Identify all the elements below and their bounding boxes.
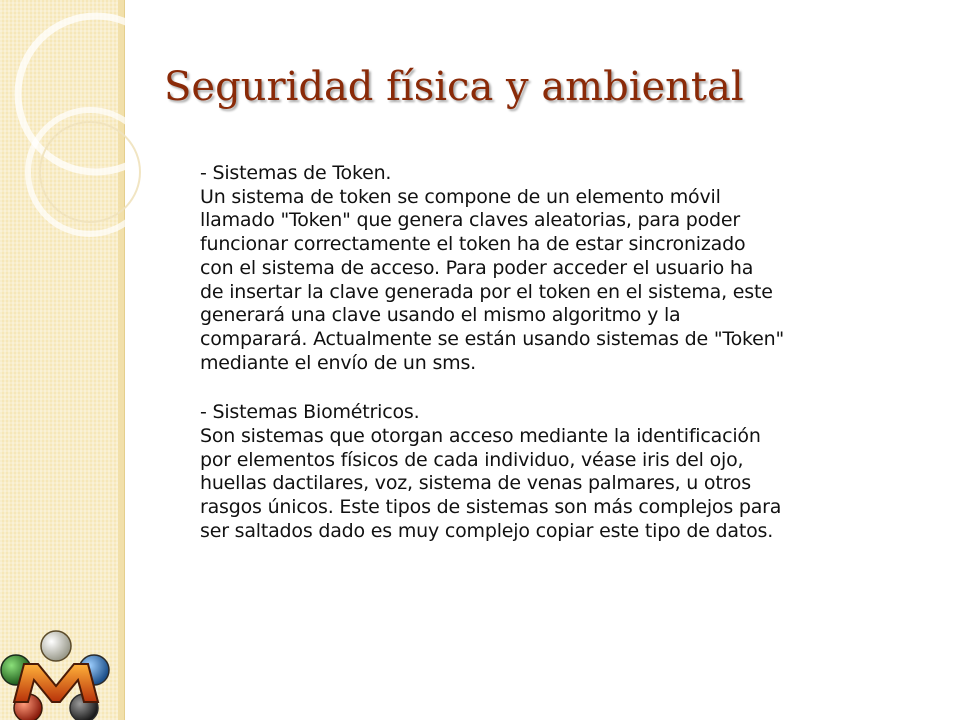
slide-content: [160, 0, 940, 720]
token-text-line: mediante el envío de un sms.: [200, 351, 476, 374]
token-text-line: Un sistema de token se compone de un elemento móvil: [200, 185, 721, 208]
slide-body: [200, 162, 940, 544]
m-emblem-logo: [0, 628, 112, 720]
slide-title: Seguridad física y ambiental: [164, 64, 744, 110]
token-text-line: comparará. Actualmente se están usando sistemas de "Token": [200, 327, 784, 350]
token-text-line: de insertar la clave generada por el token en el sistema, este: [200, 280, 773, 303]
biometric-text-line: rasgos únicos. Este tipos de sistemas son más complejos para: [200, 496, 782, 519]
decorative-circles: [0, 0, 170, 300]
biometric-text-line: huellas dactilares, voz, sistema de venas palmares, u otros: [200, 472, 751, 495]
token-text-line: con el sistema de acceso. Para poder acceder el usuario ha: [200, 256, 754, 279]
biometric-text-line: ser saltados dado es muy complejo copiar este tipo de datos.: [200, 519, 774, 542]
token-text-line: llamado "Token" que genera claves aleatorias, para poder: [200, 209, 740, 232]
biometric-text-line: Son sistemas que otorgan acceso mediante la identificación: [200, 425, 761, 448]
token-text-line: generará una clave usando el mismo algoritmo y la: [200, 304, 681, 327]
token-heading: - Sistemas de Token.: [200, 162, 392, 184]
biometric-text-line: por elementos físicos de cada individuo, véase iris del ojo,: [200, 448, 744, 471]
section-gap: [200, 375, 940, 401]
biometric-section: [200, 401, 940, 543]
token-section: [200, 162, 940, 375]
biometric-heading: - Sistemas Biométricos.: [200, 401, 420, 424]
token-text-line: funcionar correctamente el token ha de estar sincronizado: [200, 233, 746, 256]
